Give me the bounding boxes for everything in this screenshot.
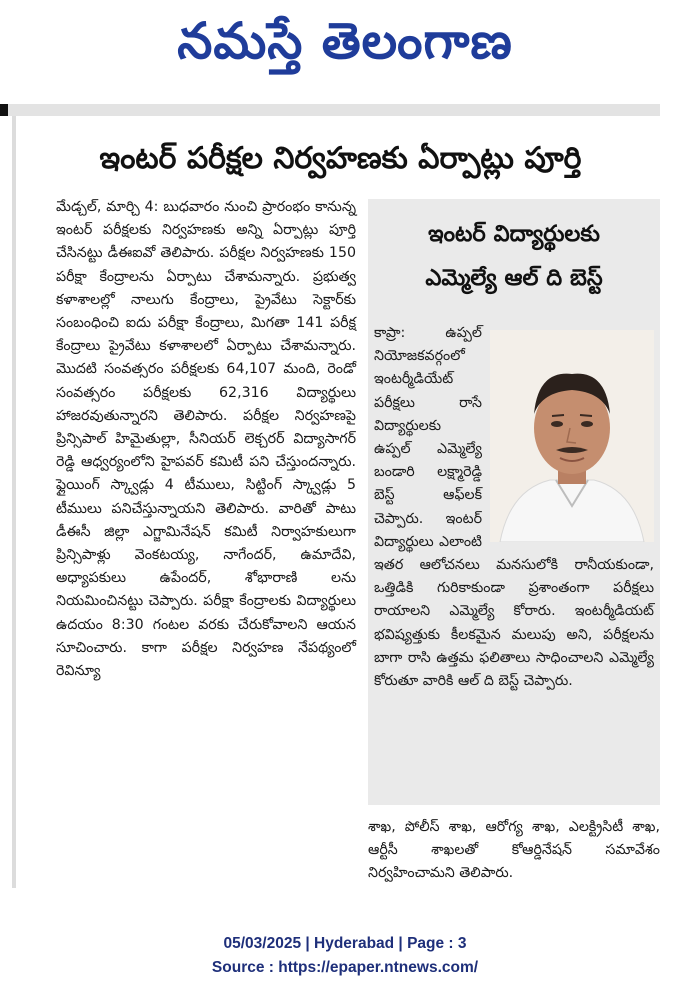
sidebar-body (374, 322, 654, 693)
footer-source-link[interactable]: Source : https://epaper.ntnews.com/ (211, 959, 479, 976)
mla-photo (490, 330, 654, 542)
portrait-image (490, 330, 654, 542)
article-body (56, 196, 356, 683)
footer-date-location: 05/03/2025 | Hyderabad | Page : 3 (223, 935, 467, 952)
section-rule (0, 104, 660, 116)
sidebar-title-line2: ఎమ్మెల్యే ఆల్ ది బెస్ట్ (425, 265, 603, 291)
article-paragraph: మేడ్చల్, మార్చి 4: బుధవారం నుంచి ప్రారంభం కానున్న ఇంటర్ పరీక్షలకు నిర్వహణకు అన్ని ఏర్పాట్లు పూర్తి చేసినట్టు డీఈఐవో తెలిపారు. పరీక్షల నిర్వహణకు 150 పరీక్షా కేంద్రాలను ఏర్పాటు చేశామన్నారు. ప్రభుత్వ కళాశాలల్లో నాలుగు కేంద్రాలు, ప్రైవేటు సెక్టార్‌కు సంబంధించి ఐదు పరీక్షా కేంద్రాలు, మిగతా 141 పరీక్ష కేంద్రాలు ప్రైవేటు కళాశాలలో ఏర్పాటు చేశామన్నారు. మొదటి సంవత్సరం పరీక్షలకు 64,107 మంది, రెండో సంవత్సరం పరీక్షలకు 62,316 విద్యార్థులు హాజరవుతున్నారని తెలిపారు. పరీక్షల నిర్వహణపై ప్రిన్సిపాల్ హిమైతుల్లా, సీనియర్ లెక్చరర్ విద్యాసాగర్ రెడ్డి ఆధ్వర్యంలోని హైపవర్ కమిటీ పని చేస్తుందన్నారు. ఫ్లైయింగ్ స్క్వాడ్లు 4 టీములు, సిట్టింగ్ స్క్వాడ్లు 5 టీములు పనిచేస్తున్నాయని తెలిపారు. వారితో పాటు డీఈసీ జిల్లా ఎగ్జామినేషన్ కమిటీ నిర్వాహకులుగా ప్రిన్సిపాళ్లు వెంకటయ్య, నాగేందర్, ఉమాదేవి, అధ్యాపకులు ఉపేందర్, శోభారాణి లను నియమించినట్టు చెప్పారు. పరీక్షా కేంద్రాలకు విద్యార్థులు ఉదయం 8:30 గంటల వరకు చేరుకోవాలని ఆయన సూచించారు. కాగా పరీక్షల నిర్వహణ నేపథ్యంలో రెవిన్యూ (56, 199, 356, 680)
article-headline: ఇంటర్ పరీక్షల నిర్వహణకు ఏర్పాట్లు పూర్తి (99, 141, 582, 176)
article-continuation (368, 816, 660, 886)
masthead-logo: నమస్తే తెలంగాణ (177, 12, 513, 70)
left-margin-bar (12, 116, 16, 888)
sidebar-title-line1: ఇంటర్ విద్యార్థులకు (428, 221, 600, 247)
section-rule-marker (0, 104, 8, 116)
page-footer (0, 932, 690, 980)
sidebar-title (368, 212, 660, 300)
sidebar-paragraph: కాప్రా: ఉప్పల్ నియోజకవర్గంలో ఇంటర్మీడియేట్ పరీక్షలు రాసే విద్యార్థులకు ఉప్పల్ ఎమ్మెల్యే బండారి లక్ష్మారెడ్డి బెస్ట్ ఆఫ్‌లక్ చెప్పారు. ఇంటర్ విద్యార్థులు ఎలాంటి ఇతర ఆలోచనలు మనసులోకి రానీయకుండా, ఒత్తిడికి గురికాకుండా ప్రశాంతంగా పరీక్షలు రాయాలని ఎమ్మెల్యే కోరారు. ఇంటర్మీడియట్ భవిష్యత్తుకు కీలకమైన మలుపు అని, పరీక్షలను బాగా రాసి ఉత్తమ ఫలితాలు సాధించాలని ఎమ్మెల్యే కోరుతూ వారికి ఆల్ ది బెస్ట్ చెప్పారు. (374, 325, 654, 690)
continuation-paragraph: శాఖ, పోలీస్ శాఖ, ఆరోగ్య శాఖ, ఎలక్ట్రిసిటీ శాఖ, ఆర్టీసీ శాఖలతో కోఆర్డినేషన్ సమావేశం నిర్వహించామని తెలిపారు. (368, 819, 660, 882)
